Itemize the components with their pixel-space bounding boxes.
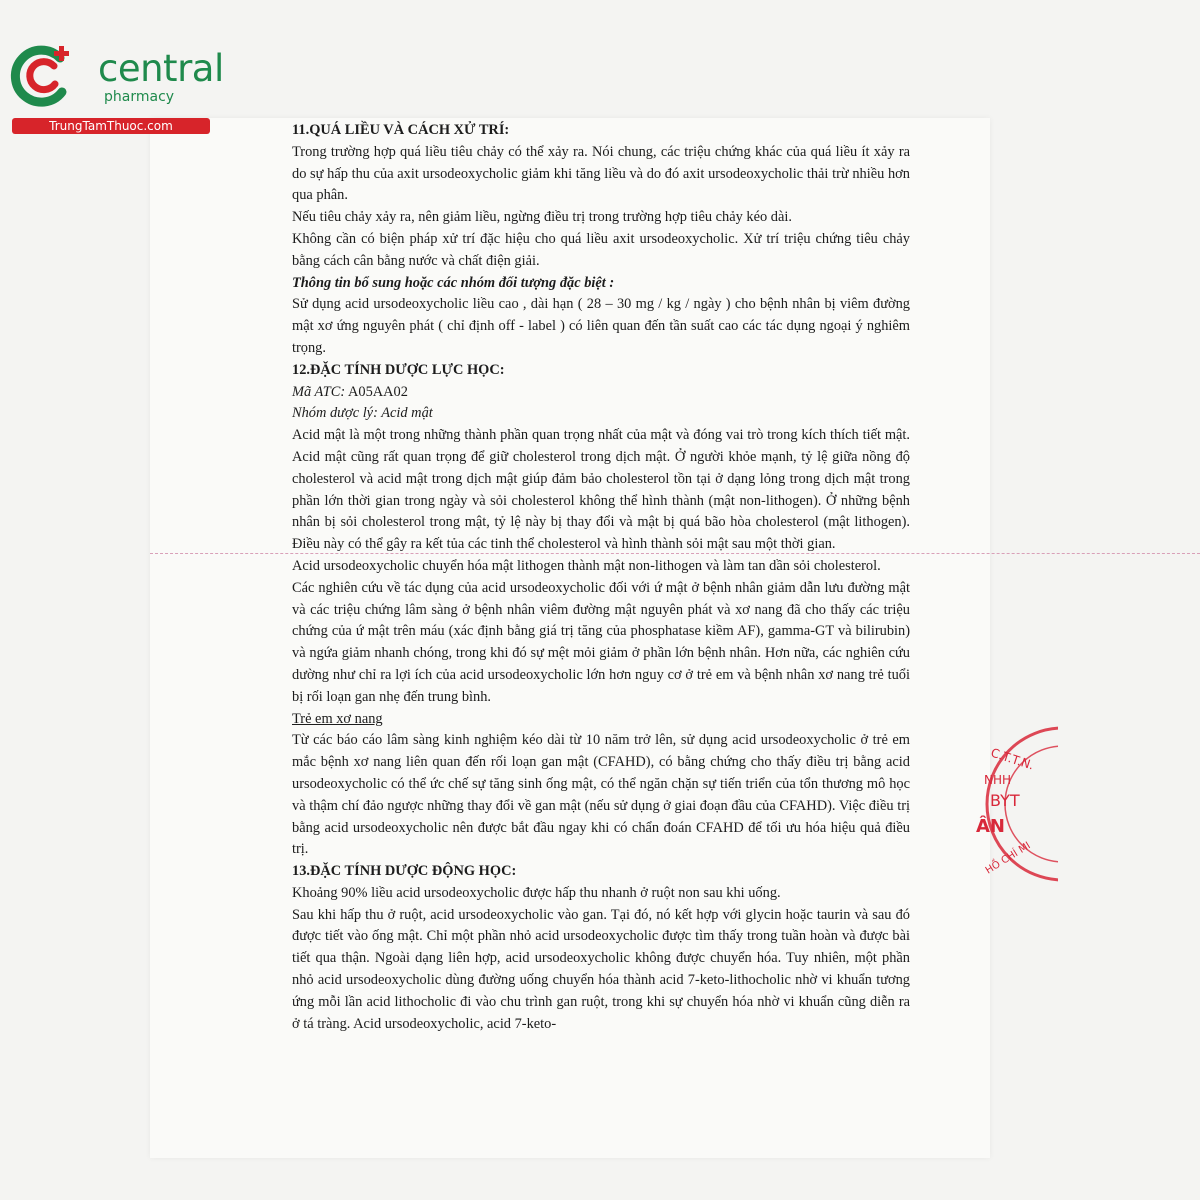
atc-code-line xyxy=(292,382,910,404)
logo-subtitle: pharmacy xyxy=(104,89,175,105)
atc-value: A05AA02 xyxy=(345,383,408,400)
pharmacy-cross-icon xyxy=(10,40,80,110)
section-12-heading: 12.ĐẶC TÍNH DƯỢC LỰC HỌC: xyxy=(292,361,505,378)
official-stamp xyxy=(968,722,1058,887)
section-11-heading: 11.QUÁ LIỀU VÀ CÁCH XỬ TRÍ: xyxy=(292,122,510,138)
stamp-line-1: C.T.T.N. xyxy=(989,745,1036,773)
stamp-line-2: NHH xyxy=(984,773,1012,787)
section-12-paragraph-2: Acid ursodeoxycholic chuyển hóa mật lithogen thành mật non-lithogen và làm tan dần sỏi cholesterol. xyxy=(292,557,881,574)
section-13-paragraph-2: Sau khi hấp thu ở ruột, acid ursodeoxycholic vào gan. Tại đó, nó kết hợp với glycin hoặc taurin và sau đó được tiết vào ống mật. Chỉ một phần nhỏ acid ursodeoxycholic được tìm thấy trong tuần hoàn và được bài tiết qua thận. Ngoài dạng liên hợp, acid ursodeoxycholic không được chuyển hóa. Tuy nhiên, một phần nhỏ acid ursodeoxycholic dùng đường uống chuyển hóa thành acid 7-keto-lithocholic nhờ vi khuẩn tương ứng mỗi lần acid lithocholic đi vào chu trình gan ruột, trong khi sự chuyển hóa nhờ vi khuẩn cũng diễn ra ở tá tràng. Acid ursodeoxycholic, acid 7-keto- xyxy=(292,906,910,1032)
section-11-paragraph-3: Không cần có biện pháp xử trí đặc hiệu cho quá liều axit ursodeoxycholic. Xử trí triệu chứng tiêu chảy bằng cách cân bằng nước và chất điện giải. xyxy=(292,230,910,269)
section-13-paragraph-1: Khoảng 90% liều acid ursodeoxycholic được hấp thu nhanh ở ruột non sau khi uống. xyxy=(292,884,781,901)
section-12-paragraph-1: Acid mật là một trong những thành phần quan trọng nhất của mật và đóng vai trò trong kích thích tiết mật. Acid mật cũng rất quan trọng để giữ cholesterol trong dịch mật. Ở người khỏe mạnh, tỷ lệ giữa nồng độ cholesterol và acid mật trong dịch mật giúp đảm bảo cholesterol tồn tại ở dạng lỏng trong dịch mật trong phần lớn thời gian trong ngày và sỏi cholesterol không thể hình thành (mật non-lithogen). Ở những bệnh nhân bị sỏi cholesterol trong mật, tỷ lệ này bị thay đổi và mật bị quá bão hòa cholesterol (mật lithogen). Điều này có thể gây ra kết tủa các tinh thể cholesterol và hình thành sỏi mật sau một thời gian. xyxy=(292,427,910,553)
section-11-paragraph-1: Trong trường hợp quá liều tiêu chảy có thể xảy ra. Nói chung, các triệu chứng khác của quá liều ít xảy ra do sự hấp thu của axit ursodeoxycholic giảm khi tăng liều và do đó axit ursodeoxycholic thải trừ nhiều hơn qua phân. xyxy=(292,143,910,204)
section-11-paragraph-2: Nếu tiêu chảy xảy ra, nên giảm liều, ngừng điều trị trong trường hợp tiêu chảy kéo dài. xyxy=(292,209,792,226)
logo-brand: central xyxy=(98,47,224,90)
section-12-subheading: Trẻ em xơ nang xyxy=(292,710,383,727)
stamp-line-4: ÂN xyxy=(976,816,1005,837)
atc-label: Mã ATC: xyxy=(292,383,346,400)
section-11-paragraph-4: Sử dụng acid ursodeoxycholic liều cao , dài hạn ( 28 – 30 mg / kg / ngày ) cho bệnh nhân bị viêm đường mật xơ ứng nguyên phát ( chỉ định off - label ) có liên quan đến tần suất cao các tác dụng ngoại ý nghiêm trọng. xyxy=(292,296,910,356)
document-body xyxy=(292,120,910,1035)
section-13-heading: 13.ĐẶC TÍNH DƯỢC ĐỘNG HỌC: xyxy=(292,863,517,880)
stamp-line-5: HỒ CHÍ MI xyxy=(983,840,1033,877)
stamp-line-3: BYT xyxy=(990,791,1020,810)
section-12-paragraph-4: Từ các báo cáo lâm sàng kinh nghiệm kéo dài từ 10 năm trở lên, sử dụng acid ursodeoxycholic ở trẻ em mắc bệnh xơ nang liên quan đến rối loạn gan mật (CFAHD), có bằng chứng cho thấy điều trị bằng acid ursodeoxycholic có thể ức chế sự tăng sinh ống mật, có thể ngăn chặn sự tiến triển của tổn thương mô học và thậm chí đảo ngược những thay đổi về gan mật (nếu sử dụng ở giai đoạn đầu của CFAHD). Việc điều trị bằng acid ursodeoxycholic nên được bắt đầu ngay khi có chẩn đoán CFAHD để tối ưu hóa hiệu quả điều trị. xyxy=(292,732,910,858)
pharmacologic-group: Nhóm dược lý: Acid mật xyxy=(292,405,433,422)
section-11-subheading: Thông tin bổ sung hoặc các nhóm đối tượng đặc biệt : xyxy=(292,274,615,291)
central-pharmacy-logo[interactable] xyxy=(10,36,224,136)
logo-url-badge[interactable]: TrungTamThuoc.com xyxy=(12,118,210,134)
section-12-paragraph-3: Các nghiên cứu về tác dụng của acid ursodeoxycholic đối với ứ mật ở bệnh nhân giảm dẫn lưu đường mật và các triệu chứng lâm sàng ở bệnh nhân viêm đường mật nguyên phát và xơ nang đã cho thấy các triệu chứng của ứ mật trên máu (xác định bằng giá trị tăng của phosphatase kiềm AF), gamma-GT và bilirubin) và ngứa giảm nhanh chóng, trong khi đó sự mệt mỏi giảm ở phần lớn bệnh nhân. Hơn nữa, các nghiên cứu dường như chỉ ra lợi ích của acid ursodeoxycholic lớn hơn nguy cơ ở trẻ em và bệnh nhân xơ nang trẻ tuổi bị rối loạn gan nhẹ đến trung bình. xyxy=(292,579,910,705)
